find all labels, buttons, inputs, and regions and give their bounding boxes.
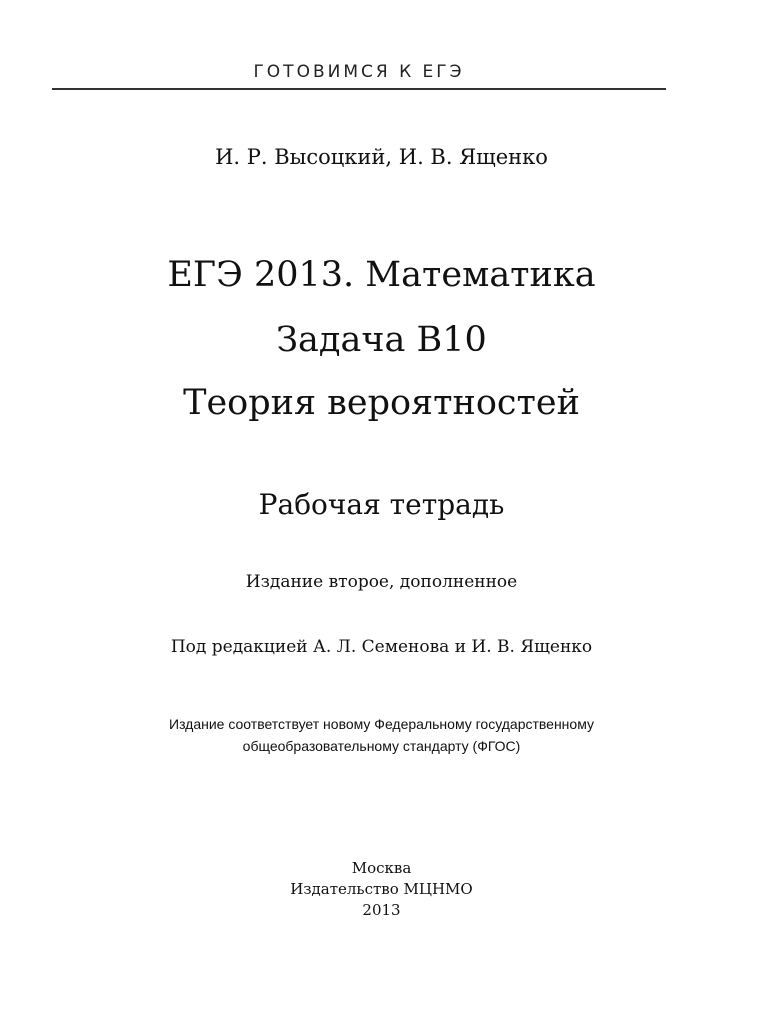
standard-note-line-2: общеобразовательному стандарту (ФГОС) <box>242 738 521 754</box>
imprint-publisher: Издательство МЦНМО <box>290 880 473 898</box>
standard-note <box>0 713 763 757</box>
series-header: ГОТОВИМСЯ К ЕГЭ <box>253 62 465 82</box>
header-rule <box>52 88 666 90</box>
edition-note: Издание второе, дополненное <box>245 572 518 592</box>
book-subtitle: Рабочая тетрадь <box>258 488 505 521</box>
standard-note-line-1: Издание соответствует новому Федеральному государственному <box>169 716 594 732</box>
book-title-line-2: Задача В10 <box>276 320 487 360</box>
imprint-year: 2013 <box>362 901 401 919</box>
imprint-city: Москва <box>351 859 412 877</box>
imprint <box>0 858 763 921</box>
book-title-line-3: Теория вероятностей <box>183 383 580 423</box>
book-title-line-1: ЕГЭ 2013. Математика <box>167 255 596 295</box>
editors-note: Под редакцией А. Л. Семенова и И. В. Ященко <box>170 637 593 657</box>
authors: И. Р. Высоцкий, И. В. Ященко <box>215 145 548 169</box>
